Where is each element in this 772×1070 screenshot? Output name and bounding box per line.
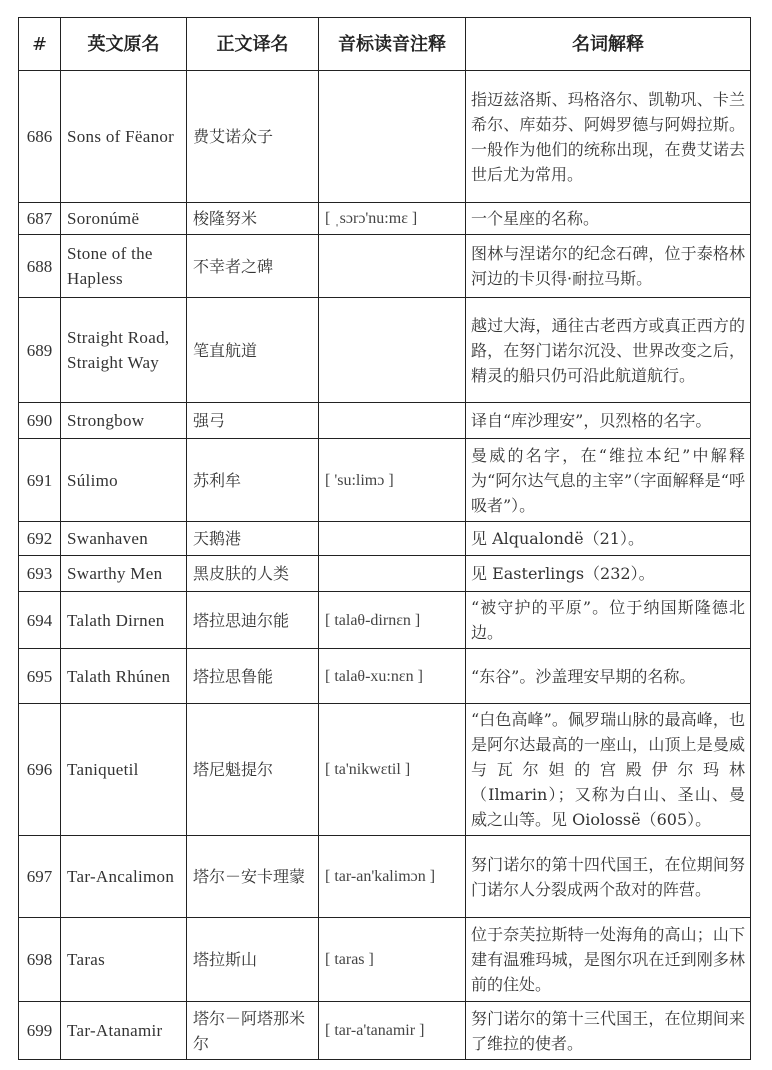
definition: 见 Alqualondë（21）。 [466,522,751,556]
phonetic [319,71,466,203]
phonetic [319,556,466,592]
header-chinese-name: 正文译名 [187,18,319,71]
definition: 一个星座的名称。 [466,203,751,235]
row-number: 699 [19,1002,61,1060]
row-number: 688 [19,235,61,298]
phonetic: [ taras ] [319,918,466,1002]
english-name: Taras [61,918,187,1002]
table-row [19,704,751,836]
chinese-name: 费艾诺众子 [187,71,319,203]
english-name: Sons of Fëanor [61,71,187,203]
definition: 见 Easterlings（232）。 [466,556,751,592]
english-name: Strongbow [61,403,187,439]
phonetic: [ tar-a'tanamir ] [319,1002,466,1060]
table-row [19,235,751,298]
table-row [19,298,751,403]
chinese-name: 天鹅港 [187,522,319,556]
phonetic: [ talaθ-dirnɛn ] [319,592,466,649]
table-row [19,71,751,203]
english-name: Talath Dirnen [61,592,187,649]
chinese-name: 黑皮肤的人类 [187,556,319,592]
english-name: Súlimo [61,439,187,522]
row-number: 698 [19,918,61,1002]
phonetic [319,522,466,556]
phonetic: [ talaθ-xu:nɛn ] [319,649,466,704]
row-number: 694 [19,592,61,649]
chinese-name: 笔直航道 [187,298,319,403]
definition: 图林与涅诺尔的纪念石碑，位于泰格林河边的卡贝得·耐拉马斯。 [466,235,751,298]
definition: 曼威的名字，在“维拉本纪”中解释为“阿尔达气息的主宰”（字面解释是“呼吸者”）。 [466,439,751,522]
table-row [19,522,751,556]
chinese-name: 塔尔－阿塔那米尔 [187,1002,319,1060]
table-row [19,203,751,235]
chinese-name: 塔尔－安卡理蒙 [187,836,319,918]
chinese-name: 强弓 [187,403,319,439]
english-name: Straight Road, Straight Way [61,298,187,403]
chinese-name: 不幸者之碑 [187,235,319,298]
phonetic: [ ta'nikwɛtil ] [319,704,466,836]
english-name: Soronúmë [61,203,187,235]
chinese-name: 塔拉思迪尔能 [187,592,319,649]
row-number: 691 [19,439,61,522]
chinese-name: 塔拉思鲁能 [187,649,319,704]
header-definition: 名词解释 [466,18,751,71]
header-row [19,18,751,71]
row-number: 697 [19,836,61,918]
row-number: 690 [19,403,61,439]
header-english-name: 英文原名 [61,18,187,71]
english-name: Swarthy Men [61,556,187,592]
chinese-name: 塔尼魁提尔 [187,704,319,836]
table-row [19,918,751,1002]
english-name: Tar-Ancalimon [61,836,187,918]
table-row [19,592,751,649]
definition: “被守护的平原”。位于纳国斯隆德北边。 [466,592,751,649]
table-row [19,439,751,522]
row-number: 695 [19,649,61,704]
english-name: Stone of the Hapless [61,235,187,298]
phonetic: [ tar-an'kalimɔn ] [319,836,466,918]
row-number: 689 [19,298,61,403]
phonetic: [ 'su:limɔ ] [319,439,466,522]
definition: 指迈兹洛斯、玛格洛尔、凯勒巩、卡兰希尔、库茹芬、阿姆罗德与阿姆拉斯。一般作为他们的统称出现，在费艾诺去世后尤为常用。 [466,71,751,203]
phonetic [319,403,466,439]
definition: 努门诺尔的第十四代国王，在位期间努门诺尔人分裂成两个敌对的阵营。 [466,836,751,918]
table-row [19,836,751,918]
row-number: 693 [19,556,61,592]
chinese-name: 苏利牟 [187,439,319,522]
header-phonetic: 音标读音注释 [319,18,466,71]
definition: 位于奈芙拉斯特一处海角的高山；山下建有温雅玛城，是图尔巩在迁到刚多林前的住处。 [466,918,751,1002]
definition: 译自“库沙理安”，贝烈格的名字。 [466,403,751,439]
phonetic [319,235,466,298]
definition: “白色高峰”。佩罗瑞山脉的最高峰，也是阿尔达最高的一座山，山顶上是曼威与瓦尔妲的宫殿伊尔玛林（Ilmarin）；又称为白山、圣山、曼威之山等。见 Oiolossë（605）。 [466,704,751,836]
row-number: 687 [19,203,61,235]
row-number: 686 [19,71,61,203]
english-name: Swanhaven [61,522,187,556]
english-name: Taniquetil [61,704,187,836]
definition: 努门诺尔的第十三代国王，在位期间来了维拉的使者。 [466,1002,751,1060]
english-name: Tar-Atanamir [61,1002,187,1060]
phonetic [319,298,466,403]
table-row [19,403,751,439]
header-number: # [19,18,61,71]
definition: 越过大海，通往古老西方或真正西方的路，在努门诺尔沉没、世界改变之后，精灵的船只仍可沿此航道航行。 [466,298,751,403]
row-number: 692 [19,522,61,556]
chinese-name: 塔拉斯山 [187,918,319,1002]
table-row [19,1002,751,1060]
glossary-table [18,17,751,1060]
row-number: 696 [19,704,61,836]
english-name: Talath Rhúnen [61,649,187,704]
phonetic: [ ˌsɔrɔ'nu:mɛ ] [319,203,466,235]
chinese-name: 梭隆努米 [187,203,319,235]
definition: “东谷”。沙盖理安早期的名称。 [466,649,751,704]
table-row [19,556,751,592]
table-row [19,649,751,704]
